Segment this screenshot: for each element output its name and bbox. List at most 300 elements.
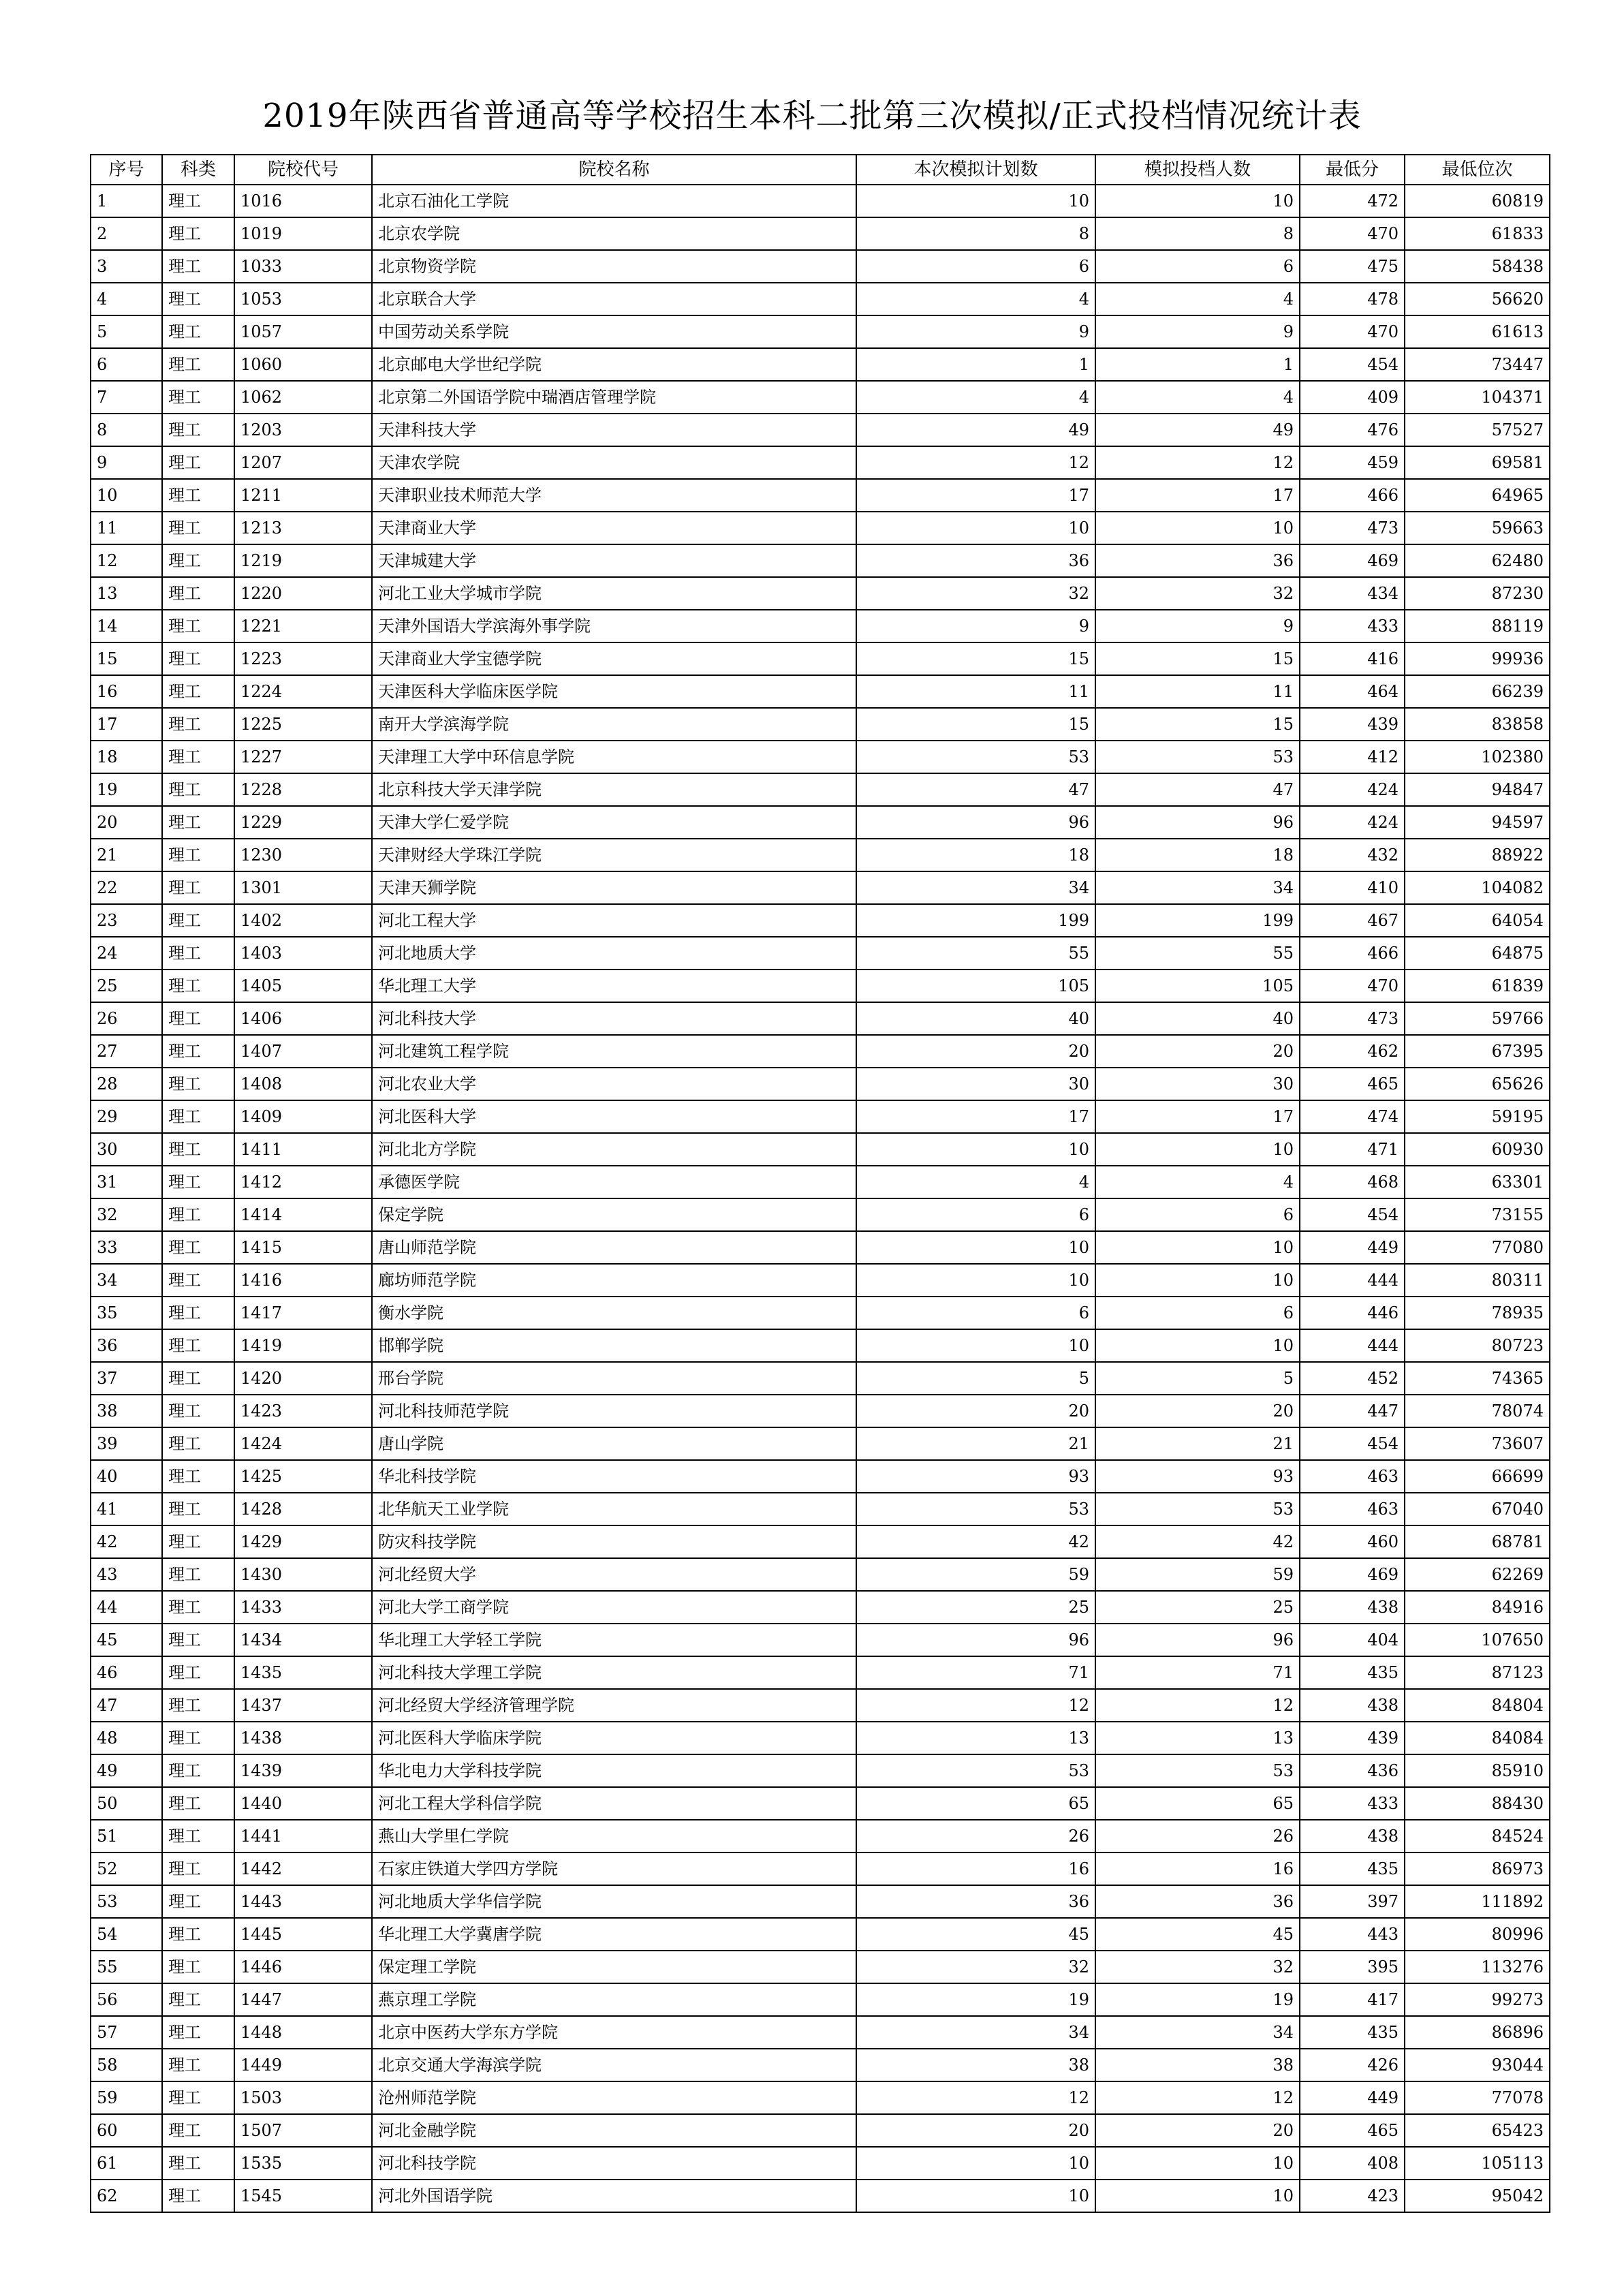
cell-plan-count: 10 <box>856 2147 1095 2180</box>
cell-category: 理工 <box>162 1853 234 1885</box>
cell-admitted-count: 32 <box>1095 577 1300 610</box>
table-row <box>91 577 1550 610</box>
cell-category: 理工 <box>162 970 234 1002</box>
cell-school-name: 保定理工学院 <box>372 1951 856 1983</box>
cell-admitted-count: 10 <box>1095 512 1300 544</box>
cell-index: 10 <box>91 479 162 512</box>
cell-school-name: 衡水学院 <box>372 1297 856 1329</box>
cell-school-code: 1417 <box>234 1297 372 1329</box>
cell-category: 理工 <box>162 544 234 577</box>
cell-min-score: 446 <box>1300 1297 1405 1329</box>
cell-admitted-count: 12 <box>1095 2081 1300 2114</box>
cell-admitted-count: 20 <box>1095 1395 1300 1427</box>
table-row <box>91 2049 1550 2081</box>
cell-index: 48 <box>91 1722 162 1754</box>
cell-school-code: 1414 <box>234 1198 372 1231</box>
cell-index: 52 <box>91 1853 162 1885</box>
cell-school-code: 1438 <box>234 1722 372 1754</box>
cell-category: 理工 <box>162 2016 234 2049</box>
cell-min-score: 469 <box>1300 544 1405 577</box>
cell-plan-count: 10 <box>856 1133 1095 1166</box>
cell-index: 15 <box>91 642 162 675</box>
cell-min-rank: 60930 <box>1405 1133 1550 1166</box>
cell-min-score: 467 <box>1300 904 1405 937</box>
cell-school-code: 1425 <box>234 1460 372 1493</box>
cell-admitted-count: 93 <box>1095 1460 1300 1493</box>
cell-min-score: 416 <box>1300 642 1405 675</box>
cell-index: 13 <box>91 577 162 610</box>
cell-min-rank: 65423 <box>1405 2114 1550 2147</box>
cell-category: 理工 <box>162 2147 234 2180</box>
cell-min-score: 463 <box>1300 1460 1405 1493</box>
cell-min-rank: 77078 <box>1405 2081 1550 2114</box>
cell-admitted-count: 10 <box>1095 2147 1300 2180</box>
cell-min-score: 468 <box>1300 1166 1405 1198</box>
cell-school-name: 河北建筑工程学院 <box>372 1035 856 1068</box>
cell-index: 33 <box>91 1231 162 1264</box>
cell-school-name: 河北工程大学 <box>372 904 856 937</box>
cell-school-name: 河北北方学院 <box>372 1133 856 1166</box>
cell-min-rank: 84916 <box>1405 1591 1550 1624</box>
cell-school-code: 1443 <box>234 1885 372 1918</box>
cell-index: 30 <box>91 1133 162 1166</box>
cell-plan-count: 53 <box>856 741 1095 773</box>
cell-school-name: 北京物资学院 <box>372 250 856 283</box>
cell-category: 理工 <box>162 1787 234 1820</box>
cell-plan-count: 34 <box>856 871 1095 904</box>
cell-school-name: 北京联合大学 <box>372 283 856 315</box>
cell-plan-count: 53 <box>856 1754 1095 1787</box>
cell-min-score: 470 <box>1300 217 1405 250</box>
cell-school-code: 1503 <box>234 2081 372 2114</box>
admission-table <box>90 154 1550 2213</box>
cell-index: 1 <box>91 185 162 217</box>
cell-category: 理工 <box>162 348 234 381</box>
cell-plan-count: 71 <box>856 1656 1095 1689</box>
cell-plan-count: 17 <box>856 479 1095 512</box>
table-row <box>91 1100 1550 1133</box>
cell-admitted-count: 17 <box>1095 1100 1300 1133</box>
cell-min-rank: 86973 <box>1405 1853 1550 1885</box>
cell-school-code: 1224 <box>234 675 372 708</box>
cell-min-rank: 63301 <box>1405 1166 1550 1198</box>
cell-min-rank: 77080 <box>1405 1231 1550 1264</box>
table-row <box>91 1951 1550 1983</box>
cell-school-code: 1405 <box>234 970 372 1002</box>
cell-school-code: 1535 <box>234 2147 372 2180</box>
cell-admitted-count: 105 <box>1095 970 1300 1002</box>
cell-school-name: 河北金融学院 <box>372 2114 856 2147</box>
cell-school-code: 1229 <box>234 806 372 839</box>
cell-school-name: 天津科技大学 <box>372 414 856 446</box>
cell-min-rank: 80996 <box>1405 1918 1550 1951</box>
cell-index: 3 <box>91 250 162 283</box>
cell-school-code: 1016 <box>234 185 372 217</box>
cell-index: 53 <box>91 1885 162 1918</box>
cell-admitted-count: 6 <box>1095 1198 1300 1231</box>
cell-plan-count: 13 <box>856 1722 1095 1754</box>
cell-plan-count: 10 <box>856 512 1095 544</box>
table-row <box>91 1362 1550 1395</box>
cell-index: 41 <box>91 1493 162 1525</box>
cell-school-name: 华北科技学院 <box>372 1460 856 1493</box>
cell-school-code: 1507 <box>234 2114 372 2147</box>
cell-min-score: 460 <box>1300 1525 1405 1558</box>
cell-school-name: 天津商业大学 <box>372 512 856 544</box>
cell-plan-count: 6 <box>856 250 1095 283</box>
cell-admitted-count: 34 <box>1095 871 1300 904</box>
cell-category: 理工 <box>162 839 234 871</box>
table-row <box>91 1656 1550 1689</box>
cell-category: 理工 <box>162 1525 234 1558</box>
cell-index: 54 <box>91 1918 162 1951</box>
cell-min-score: 475 <box>1300 250 1405 283</box>
cell-school-code: 1220 <box>234 577 372 610</box>
cell-category: 理工 <box>162 2114 234 2147</box>
cell-min-rank: 64965 <box>1405 479 1550 512</box>
cell-plan-count: 47 <box>856 773 1095 806</box>
cell-min-rank: 102380 <box>1405 741 1550 773</box>
cell-admitted-count: 38 <box>1095 2049 1300 2081</box>
cell-index: 46 <box>91 1656 162 1689</box>
cell-admitted-count: 9 <box>1095 315 1300 348</box>
cell-index: 27 <box>91 1035 162 1068</box>
cell-school-name: 天津商业大学宝德学院 <box>372 642 856 675</box>
cell-plan-count: 15 <box>856 642 1095 675</box>
cell-min-rank: 59195 <box>1405 1100 1550 1133</box>
cell-school-name: 北京石油化工学院 <box>372 185 856 217</box>
table-row <box>91 512 1550 544</box>
cell-min-score: 454 <box>1300 1198 1405 1231</box>
cell-category: 理工 <box>162 446 234 479</box>
cell-school-code: 1225 <box>234 708 372 741</box>
cell-admitted-count: 34 <box>1095 2016 1300 2049</box>
cell-school-code: 1228 <box>234 773 372 806</box>
cell-min-score: 454 <box>1300 1427 1405 1460</box>
cell-admitted-count: 96 <box>1095 806 1300 839</box>
cell-admitted-count: 10 <box>1095 1264 1300 1297</box>
cell-min-rank: 64875 <box>1405 937 1550 970</box>
cell-category: 理工 <box>162 642 234 675</box>
cell-school-name: 天津城建大学 <box>372 544 856 577</box>
cell-category: 理工 <box>162 1983 234 2016</box>
cell-plan-count: 59 <box>856 1558 1095 1591</box>
cell-plan-count: 36 <box>856 544 1095 577</box>
cell-index: 47 <box>91 1689 162 1722</box>
cell-category: 理工 <box>162 610 234 642</box>
cell-plan-count: 11 <box>856 675 1095 708</box>
cell-plan-count: 19 <box>856 1983 1095 2016</box>
cell-admitted-count: 21 <box>1095 1427 1300 1460</box>
cell-index: 50 <box>91 1787 162 1820</box>
table-row <box>91 642 1550 675</box>
cell-index: 61 <box>91 2147 162 2180</box>
cell-index: 49 <box>91 1754 162 1787</box>
cell-admitted-count: 5 <box>1095 1362 1300 1395</box>
cell-min-rank: 84804 <box>1405 1689 1550 1722</box>
cell-school-code: 1445 <box>234 1918 372 1951</box>
table-row <box>91 773 1550 806</box>
table-row <box>91 937 1550 970</box>
cell-min-score: 435 <box>1300 1656 1405 1689</box>
cell-min-rank: 61833 <box>1405 217 1550 250</box>
cell-admitted-count: 10 <box>1095 1231 1300 1264</box>
cell-school-name: 华北理工大学冀唐学院 <box>372 1918 856 1951</box>
cell-plan-count: 96 <box>856 1624 1095 1656</box>
cell-category: 理工 <box>162 773 234 806</box>
header-school-name: 院校名称 <box>372 155 856 185</box>
cell-plan-count: 34 <box>856 2016 1095 2049</box>
cell-admitted-count: 8 <box>1095 217 1300 250</box>
cell-index: 60 <box>91 2114 162 2147</box>
table-row <box>91 904 1550 937</box>
cell-plan-count: 25 <box>856 1591 1095 1624</box>
cell-admitted-count: 6 <box>1095 250 1300 283</box>
cell-index: 18 <box>91 741 162 773</box>
cell-plan-count: 53 <box>856 1493 1095 1525</box>
cell-plan-count: 10 <box>856 1231 1095 1264</box>
cell-min-rank: 95042 <box>1405 2180 1550 2212</box>
cell-admitted-count: 53 <box>1095 741 1300 773</box>
cell-category: 理工 <box>162 1297 234 1329</box>
cell-school-name: 邢台学院 <box>372 1362 856 1395</box>
cell-category: 理工 <box>162 1035 234 1068</box>
cell-category: 理工 <box>162 1689 234 1722</box>
cell-category: 理工 <box>162 2049 234 2081</box>
cell-school-code: 1062 <box>234 381 372 414</box>
cell-school-code: 1221 <box>234 610 372 642</box>
cell-index: 25 <box>91 970 162 1002</box>
cell-min-rank: 93044 <box>1405 2049 1550 2081</box>
cell-admitted-count: 53 <box>1095 1493 1300 1525</box>
cell-school-code: 1207 <box>234 446 372 479</box>
cell-min-score: 439 <box>1300 1722 1405 1754</box>
table-row <box>91 348 1550 381</box>
table-row <box>91 806 1550 839</box>
cell-min-score: 409 <box>1300 381 1405 414</box>
cell-category: 理工 <box>162 1133 234 1166</box>
cell-min-rank: 60819 <box>1405 185 1550 217</box>
table-row <box>91 1198 1550 1231</box>
cell-admitted-count: 17 <box>1095 479 1300 512</box>
cell-min-rank: 59663 <box>1405 512 1550 544</box>
table-row <box>91 2180 1550 2212</box>
cell-category: 理工 <box>162 1722 234 1754</box>
cell-school-code: 1411 <box>234 1133 372 1166</box>
cell-category: 理工 <box>162 479 234 512</box>
cell-category: 理工 <box>162 512 234 544</box>
cell-admitted-count: 4 <box>1095 381 1300 414</box>
table-row <box>91 1885 1550 1918</box>
cell-school-name: 天津外国语大学滨海外事学院 <box>372 610 856 642</box>
cell-admitted-count: 36 <box>1095 1885 1300 1918</box>
cell-school-code: 1057 <box>234 315 372 348</box>
cell-min-rank: 87230 <box>1405 577 1550 610</box>
cell-min-score: 423 <box>1300 2180 1405 2212</box>
table-row <box>91 1264 1550 1297</box>
table-row <box>91 414 1550 446</box>
cell-admitted-count: 25 <box>1095 1591 1300 1624</box>
cell-category: 理工 <box>162 283 234 315</box>
cell-admitted-count: 4 <box>1095 1166 1300 1198</box>
cell-school-name: 北京交通大学海滨学院 <box>372 2049 856 2081</box>
cell-index: 58 <box>91 2049 162 2081</box>
cell-plan-count: 10 <box>856 1264 1095 1297</box>
cell-index: 8 <box>91 414 162 446</box>
cell-min-score: 463 <box>1300 1493 1405 1525</box>
table-row <box>91 1493 1550 1525</box>
cell-min-score: 449 <box>1300 1231 1405 1264</box>
cell-index: 28 <box>91 1068 162 1100</box>
cell-admitted-count: 49 <box>1095 414 1300 446</box>
cell-admitted-count: 15 <box>1095 708 1300 741</box>
cell-min-rank: 88119 <box>1405 610 1550 642</box>
header-category: 科类 <box>162 155 234 185</box>
cell-school-code: 1428 <box>234 1493 372 1525</box>
cell-min-rank: 74365 <box>1405 1362 1550 1395</box>
cell-min-rank: 80723 <box>1405 1329 1550 1362</box>
cell-min-rank: 78074 <box>1405 1395 1550 1427</box>
cell-min-rank: 104371 <box>1405 381 1550 414</box>
cell-category: 理工 <box>162 1558 234 1591</box>
cell-school-name: 防灾科技学院 <box>372 1525 856 1558</box>
cell-category: 理工 <box>162 1362 234 1395</box>
cell-min-rank: 61839 <box>1405 970 1550 1002</box>
cell-min-rank: 67395 <box>1405 1035 1550 1068</box>
cell-plan-count: 38 <box>856 2049 1095 2081</box>
cell-category: 理工 <box>162 315 234 348</box>
cell-plan-count: 105 <box>856 970 1095 1002</box>
cell-category: 理工 <box>162 1068 234 1100</box>
cell-school-code: 1447 <box>234 1983 372 2016</box>
cell-category: 理工 <box>162 217 234 250</box>
cell-index: 43 <box>91 1558 162 1591</box>
cell-category: 理工 <box>162 937 234 970</box>
cell-school-name: 河北医科大学 <box>372 1100 856 1133</box>
cell-index: 23 <box>91 904 162 937</box>
table-row <box>91 1918 1550 1951</box>
cell-admitted-count: 30 <box>1095 1068 1300 1100</box>
cell-min-score: 443 <box>1300 1918 1405 1951</box>
cell-admitted-count: 40 <box>1095 1002 1300 1035</box>
cell-min-rank: 107650 <box>1405 1624 1550 1656</box>
cell-index: 9 <box>91 446 162 479</box>
cell-min-score: 459 <box>1300 446 1405 479</box>
cell-admitted-count: 19 <box>1095 1983 1300 2016</box>
cell-min-score: 470 <box>1300 970 1405 1002</box>
cell-min-score: 466 <box>1300 937 1405 970</box>
cell-school-name: 河北地质大学华信学院 <box>372 1885 856 1918</box>
cell-school-name: 天津财经大学珠江学院 <box>372 839 856 871</box>
cell-plan-count: 16 <box>856 1853 1095 1885</box>
cell-index: 16 <box>91 675 162 708</box>
cell-admitted-count: 20 <box>1095 2114 1300 2147</box>
cell-min-rank: 84524 <box>1405 1820 1550 1853</box>
cell-plan-count: 12 <box>856 1689 1095 1722</box>
cell-min-score: 404 <box>1300 1624 1405 1656</box>
cell-min-rank: 87123 <box>1405 1656 1550 1689</box>
cell-school-name: 河北医科大学临床学院 <box>372 1722 856 1754</box>
cell-category: 理工 <box>162 250 234 283</box>
cell-min-score: 474 <box>1300 1100 1405 1133</box>
cell-index: 35 <box>91 1297 162 1329</box>
cell-category: 理工 <box>162 2081 234 2114</box>
cell-school-name: 河北农业大学 <box>372 1068 856 1100</box>
table-row <box>91 1787 1550 1820</box>
cell-admitted-count: 32 <box>1095 1951 1300 1983</box>
cell-min-score: 464 <box>1300 675 1405 708</box>
cell-plan-count: 40 <box>856 1002 1095 1035</box>
table-row <box>91 1853 1550 1885</box>
cell-school-name: 北京中医药大学东方学院 <box>372 2016 856 2049</box>
cell-min-rank: 99273 <box>1405 1983 1550 2016</box>
cell-school-name: 邯郸学院 <box>372 1329 856 1362</box>
cell-admitted-count: 18 <box>1095 839 1300 871</box>
cell-school-code: 1408 <box>234 1068 372 1100</box>
header-index: 序号 <box>91 155 162 185</box>
cell-min-rank: 85910 <box>1405 1754 1550 1787</box>
cell-school-name: 北华航天工业学院 <box>372 1493 856 1525</box>
cell-min-score: 432 <box>1300 839 1405 871</box>
cell-plan-count: 4 <box>856 283 1095 315</box>
cell-index: 31 <box>91 1166 162 1198</box>
cell-school-code: 1446 <box>234 1951 372 1983</box>
cell-min-score: 435 <box>1300 1853 1405 1885</box>
table-row <box>91 1460 1550 1493</box>
cell-school-name: 中国劳动关系学院 <box>372 315 856 348</box>
cell-school-code: 1433 <box>234 1591 372 1624</box>
cell-plan-count: 20 <box>856 1035 1095 1068</box>
cell-category: 理工 <box>162 1624 234 1656</box>
cell-min-rank: 88430 <box>1405 1787 1550 1820</box>
cell-min-score: 462 <box>1300 1035 1405 1068</box>
cell-index: 5 <box>91 315 162 348</box>
cell-admitted-count: 53 <box>1095 1754 1300 1787</box>
cell-admitted-count: 13 <box>1095 1722 1300 1754</box>
cell-category: 理工 <box>162 414 234 446</box>
table-row <box>91 1558 1550 1591</box>
cell-min-rank: 66699 <box>1405 1460 1550 1493</box>
cell-min-score: 439 <box>1300 708 1405 741</box>
cell-category: 理工 <box>162 1002 234 1035</box>
header-admitted-count: 模拟投档人数 <box>1095 155 1300 185</box>
cell-school-name: 北京第二外国语学院中瑞酒店管理学院 <box>372 381 856 414</box>
cell-plan-count: 65 <box>856 1787 1095 1820</box>
cell-admitted-count: 15 <box>1095 642 1300 675</box>
cell-min-rank: 69581 <box>1405 446 1550 479</box>
cell-school-name: 唐山师范学院 <box>372 1231 856 1264</box>
cell-category: 理工 <box>162 185 234 217</box>
cell-min-rank: 88922 <box>1405 839 1550 871</box>
cell-school-name: 河北大学工商学院 <box>372 1591 856 1624</box>
table-row <box>91 1427 1550 1460</box>
cell-plan-count: 18 <box>856 839 1095 871</box>
cell-school-name: 华北电力大学科技学院 <box>372 1754 856 1787</box>
cell-index: 20 <box>91 806 162 839</box>
cell-min-rank: 105113 <box>1405 2147 1550 2180</box>
cell-school-code: 1213 <box>234 512 372 544</box>
cell-plan-count: 9 <box>856 610 1095 642</box>
cell-school-name: 天津理工大学中环信息学院 <box>372 741 856 773</box>
cell-index: 26 <box>91 1002 162 1035</box>
table-row <box>91 2081 1550 2114</box>
cell-plan-count: 49 <box>856 414 1095 446</box>
cell-min-score: 444 <box>1300 1264 1405 1297</box>
cell-category: 理工 <box>162 1951 234 1983</box>
cell-plan-count: 6 <box>856 1297 1095 1329</box>
cell-index: 29 <box>91 1100 162 1133</box>
table-row <box>91 283 1550 315</box>
